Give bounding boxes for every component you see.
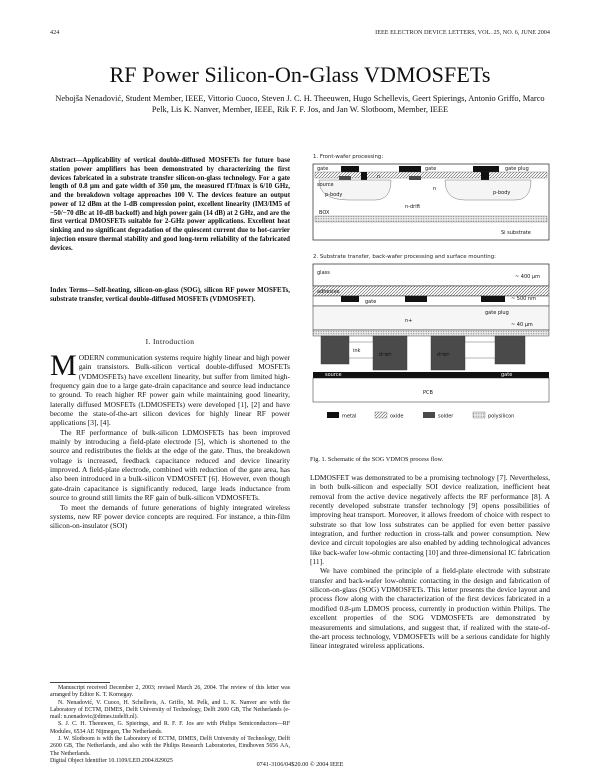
label-oxide-thickness: ~ 500 nm	[511, 296, 536, 302]
footnote-rule	[50, 682, 110, 683]
label-gate-plug: gate plug	[505, 166, 529, 172]
process-flow-figure	[305, 150, 553, 452]
label-gate-plug-2: gate plug	[485, 310, 509, 316]
footnote-affiliation-1: N. Nenadović, V. Cuoco, H. Schellevis, A. Griffo, M. Pelk, and L. K. Nanver are with the Laboratory of ECTM, DIMES, Delft University of Technology, Delft 2600 GB, The Netherlands (e-mail: n.nenadovic@dimes.tudelft.nl).	[50, 699, 290, 721]
drop-cap: M	[50, 349, 77, 382]
label-ink: ink	[353, 348, 361, 354]
figure-legend	[327, 412, 514, 420]
label-adhesive: adhesive	[317, 289, 340, 295]
label-pcb: PCB	[423, 390, 433, 396]
substrate-transfer-cross-section	[313, 264, 549, 402]
label-n: n	[377, 174, 381, 180]
label-si-substrate: Si substrate	[501, 230, 531, 236]
label-n-2: n	[433, 186, 437, 192]
label-gate-2: gate	[425, 166, 437, 172]
figure-caption: Fig. 1. Schematic of the SOG VDMOS process flow.	[310, 456, 444, 463]
footnote-affiliation-3: J. W. Slotboom is with the Laboratory of ECTM, DIMES, Delft University of Technology, Delft 2600 GB, The Netherlands, and also with the Philips Research Laboratories, Eindhoven 5656 AA, The Netherlands.	[50, 736, 290, 757]
legend-metal: metal	[342, 413, 357, 420]
abstract: Abstract—Applicability of vertical double-diffused MOSFETs for future base station power amplifiers has been demonstrated by characterizing the first devices fabricated in a substrate transfer silicon-on-glass technology. For a gate length of 0.8 μm and gate width of 350 μm, the measured fT/fmax is 6/10 GHz, and the breakdown voltage approaches 100 V. The devices feature an output power of 12 dBm at the 1-dB compression point, excellent linearity (IM3/IM5 of −50/−70 dBc at 10-dB backoff) and high power gain (14 dB) at 2 GHz, and are the first vertical DMOSFETs suitable for 2-GHz power applications. Excellent heat sinking and no significant degradation of the quiescent current due to hot-carrier injection ensure thermal stability and good long-term reliability of the fabricated devices.	[50, 157, 290, 252]
footnote-affiliation-2: S. J. C. H. Theeuwen, G. Spierings, and R. F. F. Jos are with Philips Semiconductors—RF Modules, 6534 AE Nijmegen, The Netherlands.	[50, 721, 290, 735]
panel2-title: 2. Substrate transfer, back-wafer processing and surface mounting:	[313, 254, 496, 260]
label-source: source	[317, 182, 334, 188]
author-list: Nebojša Nenadović, Student Member, IEEE, Vittorio Cuoco, Steven J. C. H. Theeuwen, Hugo Schellevis, Geert Spierings, Antonio Griffo, Marco Pelk, Lis K. Nanver, Member, IEEE, Rik F. F. Jos, and Jan W. Slotboom, Member, IEEE	[55, 94, 545, 114]
label-gate-1: gate	[317, 166, 329, 172]
paper-title: RF Power Silicon-On-Glass VDMOSFETs	[109, 62, 491, 87]
label-n-drift: n-drift	[405, 204, 421, 210]
page-number: 424	[50, 29, 60, 36]
introduction-body	[50, 349, 290, 531]
index-terms: Index Terms—Self-heating, silicon-on-glass (SOG), silicon RF power MOSFETs, substrate transfer, vertical double-diffused MOSFETs (VDMOSFET).	[50, 287, 290, 303]
footnote-received: Manuscript received December 2, 2003; revised March 26, 2004. The review of this letter was arranged by Editor K. T. Kornegay.	[50, 685, 290, 699]
label-glass-thickness: ~ 400 μm	[515, 274, 540, 280]
label-p-body-1: p-body	[325, 192, 343, 198]
intro-paragraph-1: ODERN communication systems require highly linear and high power gain transistors. Bulk-silicon vertical double-diffused MOSFETs (VDMOSFETs) have excellent linearity, but suffer from limited high-frequency gain due to a large gate-drain capacitance and source lead inductance to ground. To reach higher RF power gain while maintaining good linearity, laterally diffused MOSFETs (LDMOSFETs) were developed [1], [2] and have become the state-of-the-art silicon devices for highly linear RF power applications [3], [4].	[50, 353, 290, 428]
legend-oxide: oxide	[390, 413, 404, 420]
intro-paragraph-3: To meet the demands of future generations of highly integrated wireless systems, new RF power device concepts are required. For instance, a thin-film silicon-on-insulator (SOI)	[50, 502, 290, 531]
running-header: IEEE ELECTRON DEVICE LETTERS, VOL. 25, NO. 6, JUNE 2004	[375, 29, 550, 36]
label-drain-1: drain	[379, 352, 392, 358]
right-paragraph-2: We have combined the principle of a field-plate electrode with substrate transfer and back-wafer low-ohmic contacting in the design and fabrication of silicon-on-glass (SOG) VDMOSFETs. This letter presents the device layout and process flow along with the characterization of the first devices fabricated in a modified 0.8-μm LDMOS process, currently in production within Philips. The excellent properties of the SOG VDMOSFETs are demonstrated by measurements and simulations, and suggest that, if realized with the state-of-the-art process technology, VDMOSFETs will be a serious candidate for highly linear integrated wireless applications.	[310, 566, 550, 651]
label-glass: glass	[317, 270, 330, 276]
label-p-body-2: p-body	[493, 190, 511, 196]
section-heading: I. Introduction	[145, 337, 195, 346]
label-n-plus: n+	[405, 318, 413, 324]
intro-paragraph-2: The RF performance of bulk-silicon LDMOSFETs has been improved mainly by introducing a field-plate electrode [5], which is shortened to the source and redistributes the fields at the edge of the gate. Thus, the breakdown voltage is increased, feedback capacitance reduced and device linearity improved. A field-plate electrode, combined with reduction of the gate area, has also been introduced in a bulk-silicon VDMOSFET [6]. However, even though gate-drain capacitance is significantly reduced, large leads inductance from source to ground still limits the RF gain of bulk-silicon VDMOSFETs.	[50, 427, 290, 503]
label-gate-3: gate	[365, 299, 377, 305]
label-drain-2: drain	[437, 352, 450, 358]
legend-polysilicon: polysilicon	[488, 413, 515, 420]
label-box: BOX	[319, 210, 330, 216]
footnotes	[50, 685, 290, 765]
footnote-doi: Digital Object Identifier 10.1109/LED.2004.829025	[50, 757, 173, 764]
copyright-footer: 0741-3106/04$20.00 © 2004 IEEE	[256, 761, 344, 768]
right-paragraph-1: LDMOSFET was demonstrated to be a promising technology [7]. Nevertheless, in both bulk-silicon and especially SOI device realization, inefficient heat removal from the active device negatively affects the RF performance [8]. A recently developed substrate transfer technology [9] opens possibilities of improving heat transport. Moreover, it allows freedom of choice with respect to substrate so that low loss substrates can be applied for even better passive integration, and further reduction in cross-talk and power consumption. New device and circuit topologies are also enabled by adding technological advances like back-wafer low-ohmic contacting [10] and three-dimensional IC fabrication [11].	[310, 473, 550, 567]
label-gate-4: gate	[501, 372, 513, 378]
label-si-thickness: ~ 40 μm	[511, 322, 533, 328]
panel1-title: 1. Front-wafer processing:	[313, 154, 384, 160]
right-column-body	[310, 473, 550, 651]
legend-solder: solder	[438, 413, 454, 420]
label-source-2: source	[325, 372, 342, 378]
front-wafer-cross-section	[313, 164, 549, 240]
